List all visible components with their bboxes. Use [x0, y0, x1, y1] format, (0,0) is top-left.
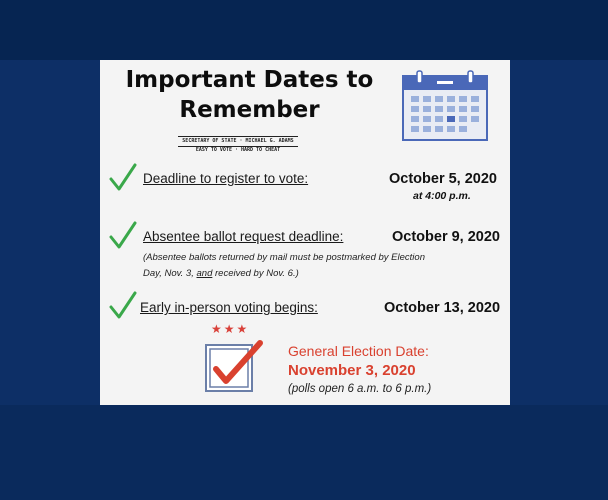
absentee-note-line-1: (Absentee ballots returned by mail must be postmarked by Election	[143, 252, 425, 263]
absentee-note-line-2	[143, 266, 425, 282]
ballot-checkbox-icon	[204, 339, 264, 395]
register-deadline-label: Deadline to register to vote:	[143, 171, 309, 186]
absentee-note-text-end: received by Nov. 6.)	[212, 268, 299, 279]
calendar-icon	[401, 70, 491, 144]
early-voting-date: October 13, 2020	[384, 300, 501, 316]
absentee-note	[143, 250, 425, 282]
absentee-note-text: Day, Nov. 3,	[143, 268, 197, 279]
absentee-note-underlined: and	[196, 268, 213, 279]
polls-hours: (polls open 6 a.m. to 6 p.m.)	[288, 383, 432, 395]
absentee-deadline-date: October 9, 2020	[392, 229, 500, 245]
secretary-of-state-seal	[178, 136, 298, 154]
bottom-background-band	[0, 405, 608, 500]
stars-icon: ★★★	[211, 322, 250, 336]
important-dates-card	[100, 60, 510, 405]
register-deadline-date: October 5, 2020	[389, 171, 497, 187]
general-election-date: November 3, 2020	[288, 362, 416, 379]
check-icon	[108, 220, 138, 250]
seal-line-1: SECRETARY OF STATE · MICHAEL G. ADAMS	[178, 136, 298, 147]
register-deadline-time: at 4:00 p.m.	[413, 190, 471, 202]
early-voting-label: Early in-person voting begins:	[140, 300, 318, 315]
page-title: Important Dates to Remember	[125, 67, 374, 123]
general-election-label: General Election Date:	[288, 343, 429, 359]
check-icon	[108, 290, 138, 320]
absentee-deadline-label: Absentee ballot request deadline:	[143, 229, 344, 244]
seal-line-2: EASY TO VOTE · HARD TO CHEAT	[195, 147, 281, 153]
top-background-band	[0, 0, 608, 60]
check-icon	[108, 162, 138, 192]
